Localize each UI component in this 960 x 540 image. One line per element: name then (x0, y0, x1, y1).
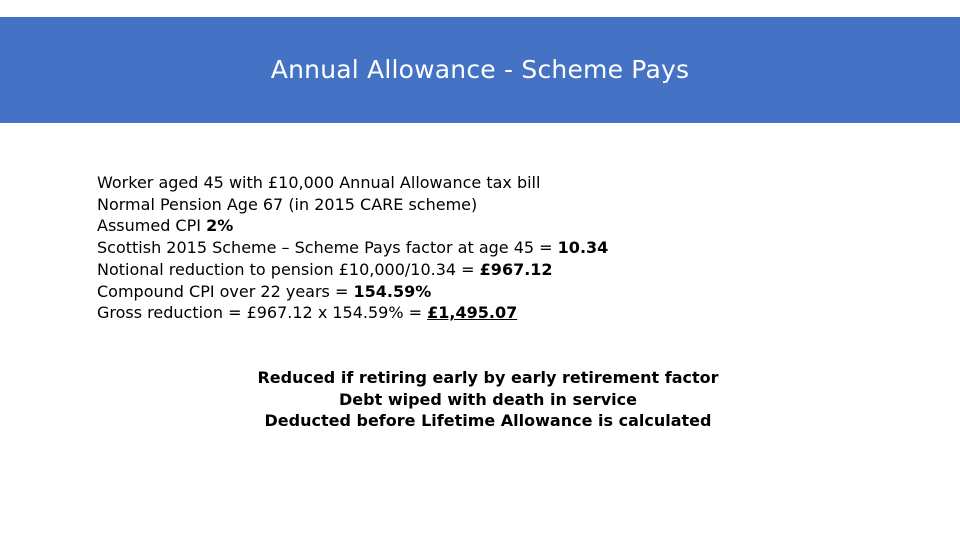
notional-reduction-line (97, 259, 897, 281)
notional-reduction-label: Notional reduction to pension £10,000/10.34 = (97, 259, 480, 279)
compound-cpi-label: Compound CPI over 22 years = (97, 281, 354, 301)
worker-age-line: Worker aged 45 with £10,000 Annual Allowance tax bill (97, 173, 541, 192)
notes (0, 367, 960, 432)
assumed-cpi-label: Assumed CPI (97, 216, 207, 236)
note-death-in-service: Debt wiped with death in service (339, 389, 637, 409)
header-band (0, 17, 960, 123)
gross-reduction-label: Gross reduction = £967.12 x 154.59% = (97, 303, 428, 323)
scheme-pays-factor-label: Scottish 2015 Scheme – Scheme Pays factor at age 45 = (97, 238, 558, 258)
compound-cpi-line (97, 281, 897, 303)
scheme-pays-factor-line (97, 237, 897, 259)
compound-cpi-value: 154.59% (353, 281, 432, 301)
note-lifetime-allowance: Deducted before Lifetime Allowance is calculated (264, 411, 712, 430)
assumed-cpi-line (97, 215, 897, 237)
assumed-cpi-value: 2% (206, 216, 234, 236)
example-calculation (97, 172, 897, 324)
notional-reduction-value: £967.12 (479, 259, 553, 279)
gross-reduction-line (97, 302, 897, 324)
gross-reduction-value: £1,495.07 (427, 303, 518, 323)
normal-pension-age-line: Normal Pension Age 67 (in 2015 CARE scheme) (97, 194, 478, 214)
slide-title: Annual Allowance - Scheme Pays (270, 54, 690, 84)
note-early-retirement: Reduced if retiring early by early retirement factor (257, 368, 719, 387)
scheme-pays-factor-value: 10.34 (557, 238, 609, 258)
